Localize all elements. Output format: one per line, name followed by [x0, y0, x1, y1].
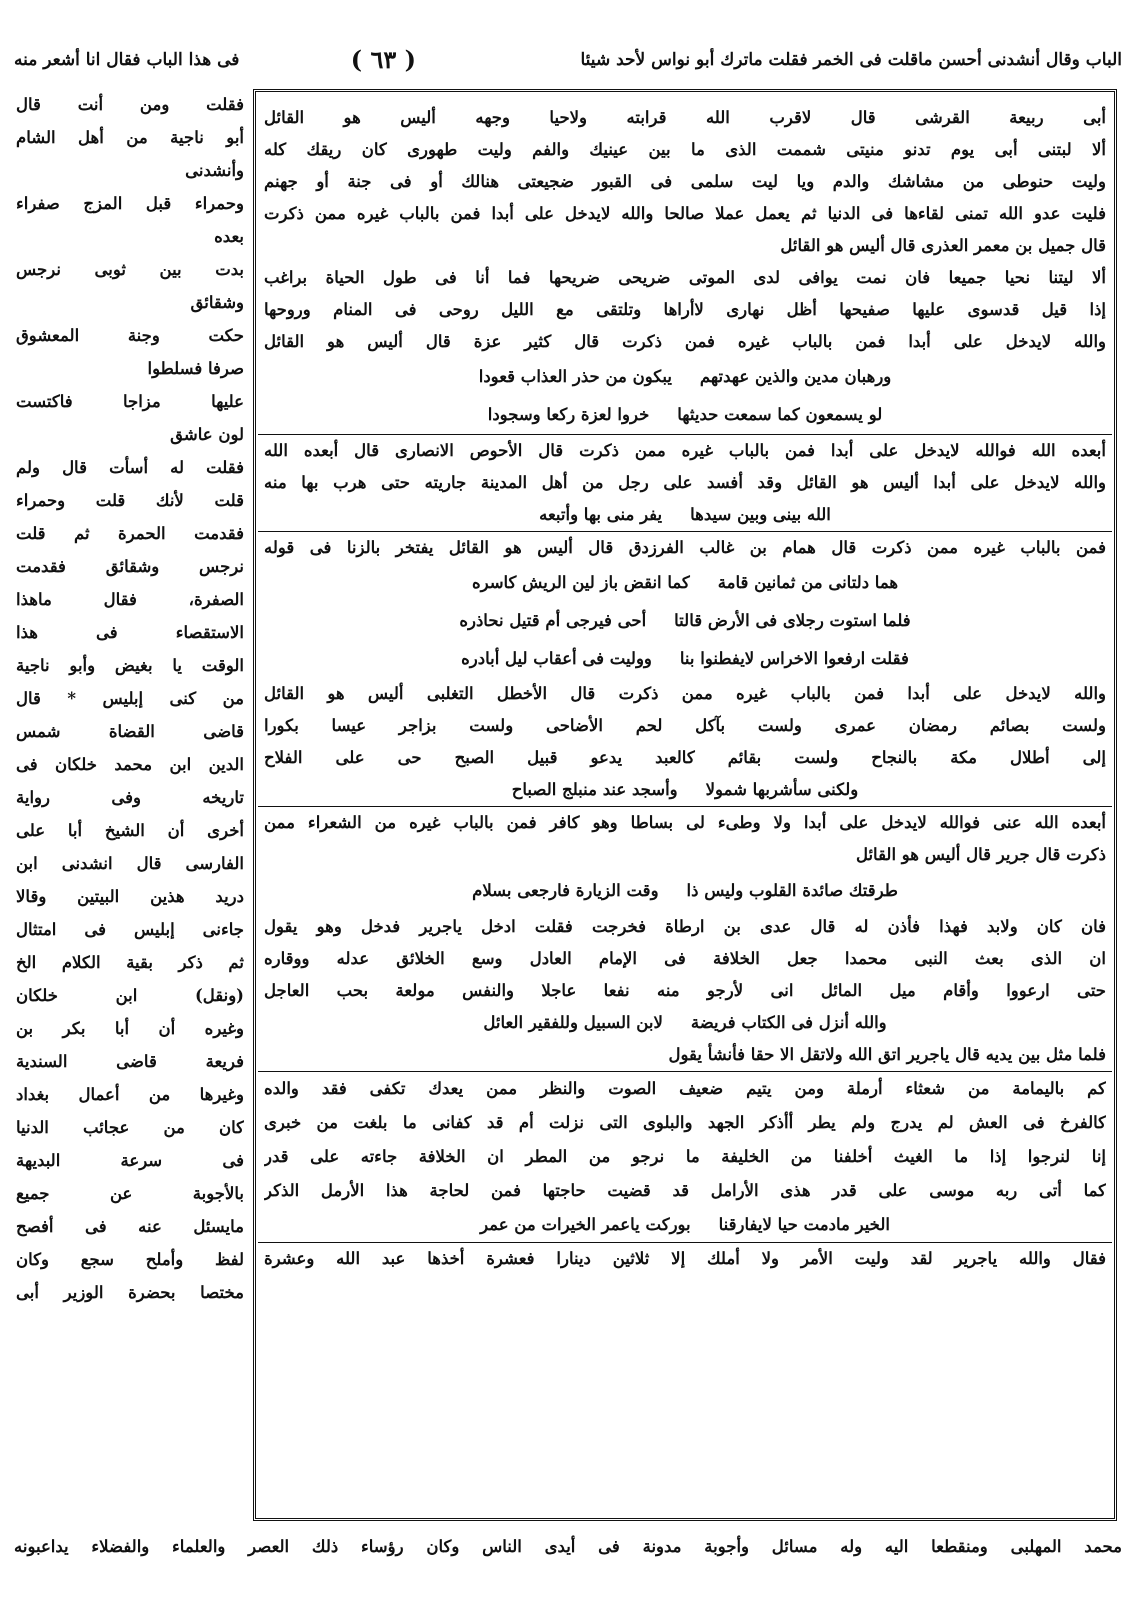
text-line: كم باليمامة من شعثاء أرملة ومن يتيم ضعيف الصوت والنظر ممن يعدك تكفى فقد والده — [264, 1079, 1106, 1098]
verse-line — [264, 640, 1106, 678]
margin-line: أخرى أن الشيخ أبا على — [16, 821, 244, 840]
margin-line: الصفرة، فقال ماهذا — [16, 590, 244, 609]
margin-line: دريد هذين البيتين وقالا — [16, 887, 244, 906]
verse-hemistich: يبكون من حذر العذاب قعودا — [478, 367, 672, 386]
verse-hemistich: أحى فيرجى أم قتيل نحاذره — [459, 611, 647, 630]
margin-commentary-column — [16, 88, 244, 1309]
verse-hemistich: ووليت فى أعقاب ليل أبادره — [461, 649, 652, 668]
margin-line: فى سرعة البديهة — [16, 1151, 244, 1170]
verse-hemistich: ولكنى سأشربها شمولا — [705, 780, 859, 799]
margin-line: أبو ناجية من أهل الشام — [16, 128, 244, 147]
verse-line — [264, 602, 1106, 640]
text-line: فقال والله ياجرير لقد وليت الأمر ولا أملك إلا ثلاثين دينارا فعشرة أخذها عبد الله وعشرة — [264, 1249, 1106, 1268]
poem-kuthayyir — [264, 358, 1106, 434]
verse-hemistich: يفر منى بها وأتبعه — [539, 505, 663, 524]
verse-hemistich: وقت الزيارة فارجعى بسلام — [472, 881, 659, 900]
margin-line: فقلت ومن أنت قال — [16, 95, 244, 114]
verse-line — [264, 396, 1106, 434]
verse-line — [264, 774, 1106, 806]
verse-hemistich: لابن السبيل وللفقير العائل — [483, 1013, 663, 1032]
verse-hemistich: بوركت ياعمر الخيرات من عمر — [480, 1215, 691, 1234]
text-line: أبعده الله فوالله لايدخل على أبدا فمن بالباب غيره ممن ذكرت قال الأحوص الانصارى قال أبعده الله — [264, 441, 1106, 460]
margin-line: بالأجوبة عن جميع — [16, 1184, 244, 1203]
text-line: ولست بصائم رمضان عمرى ولست بآكل لحم الأضاحى ولست بزاجر عيسا بكورا — [264, 716, 1106, 735]
margin-line: الوقت يا بغيض وأبو ناجية — [16, 656, 244, 675]
margin-line: وشقائق — [190, 293, 244, 312]
text-line: إلى أطلال مكة بالنجاح ولست بقائم كالعبد يدعو قبيل الصبح حى على الفلاح — [264, 748, 1106, 767]
text-line: حتى ارعووا وأقام ميل المائل انى لأرجو منه نفعا عاجلا والنفس مولعة بحب العاجل — [264, 981, 1106, 1000]
header-left-text: فى هذا الباب فقال انا أشعر منه — [14, 50, 240, 70]
margin-line: كان من عجائب الدنيا — [16, 1118, 244, 1137]
margin-line: وأنشدنى — [185, 161, 244, 180]
text-line: ان الذى بعث النبى محمدا جعل الخلافة فى الإمام العادل وسع الخلائق عدله ووقاره — [264, 949, 1106, 968]
margin-line: لون عاشق — [170, 425, 244, 444]
footer-line: محمد المهلبى ومنقطعا اليه وله مسائل وأجوبة مدونة فى أيدى الناس وكان رؤساء ذلك العصر والعلماء والفضلاء يداعبونه — [14, 1537, 1122, 1556]
text-line: فان كان ولابد فهذا فأذن له قال عدى بن ارطاة فخرجت فقلت ادخل ياجرير فدخل وهو يقول — [264, 917, 1106, 936]
text-line: كما أتى ربه موسى على قدر هذى الأرامل قد قضيت حاجتها فمن لحاجة هذا الأرمل الذكر — [264, 1181, 1106, 1200]
margin-line: الاستقصاء فى هذا — [16, 623, 244, 642]
margin-line: وحمراء قبل المزج صفراء — [16, 194, 244, 213]
margin-line: تاريخه وفى رواية — [16, 788, 244, 807]
text-line: والله لايدخل على أبدا فمن بالباب غيره فمن ذكرت قال كثير عزة قال أليس هو القائل — [264, 332, 1106, 351]
text-line: والله لايدخل على أبدا فمن بالباب غيره ممن ذكرت قال الأخطل التغلبى أليس هو القائل — [264, 684, 1106, 703]
text-line: أبى ربيعة القرشى قال لاقرب الله قرابته ولاحيا وجهه أليس هو القائل — [264, 108, 1106, 127]
margin-line: فقدمت الحمرة ثم قلت — [16, 524, 244, 543]
verse-line — [264, 1208, 1106, 1242]
verse-hemistich: لو يسمعون كما سمعت حديثها — [677, 405, 883, 424]
header-right-text: الباب وقال أنشدنى أحسن ماقلت فى الخمر فقلت ماترك أبو نواس لأحد شيئا — [580, 50, 1122, 70]
margin-line: لفظ وأملح سجع وكان — [16, 1250, 244, 1269]
margin-line: وغيرها من أعمال بغداد — [16, 1085, 244, 1104]
margin-line: ثم ذكر بقية الكلام الخ — [16, 953, 244, 972]
verse-line — [264, 499, 1106, 531]
verse-hemistich: كما انقض باز لين الريش كاسره — [471, 573, 690, 592]
margin-line: الدين ابن محمد خلكان فى — [16, 755, 244, 774]
text-line: فليت عدو الله تمنى لقاءها فى الدنيا ثم يعمل عملا صالحا والله لايدخل على أبدا فمن بالباب غيره ممن ذكرت — [264, 204, 1106, 223]
verse-hemistich: هما دلتانى من ثمانين قامة — [717, 573, 899, 592]
page-number: ( ٦٣ ) — [350, 45, 416, 74]
margin-line: قاضى القضاة شمس — [16, 722, 244, 741]
text-line: أبعده الله عنى فوالله لايدخل على أبدا ولا وطىء لى بساطا وهو كافر فمن بالباب غيره من الشعراء ممن — [264, 813, 1106, 832]
margin-line: قلت لأنك قلت وحمراء — [16, 491, 244, 510]
text-line: إنا لنرجوا إذا ما الغيث أخلفنا من الخليفة ما نرجو من المطر ان الخلافة جاءته على قدر — [264, 1147, 1106, 1166]
main-text-column — [264, 102, 1106, 1275]
margin-line: بعده — [214, 227, 244, 246]
margin-line: فريعة قاضى السندية — [16, 1052, 244, 1071]
verse-line — [264, 564, 1106, 602]
text-line: فمن بالباب غيره ممن ذكرت قال همام بن غالب الفرزدق قال أليس هو القائل يفتخر بالزنا فى قوله — [264, 538, 1106, 557]
text-line: إذا قيل قدسوى عليها صفيحها أظل نهارى لاأراها وتلتقى مع الليل روحى فى المنام وروحها — [264, 300, 1106, 319]
verse-hemistich: الله بينى وبين سيدها — [690, 505, 831, 524]
verse-line — [264, 358, 1106, 396]
margin-line: الفارسى قال انشدنى ابن — [16, 854, 244, 873]
verse-hemistich: فقلت ارفعوا الاخراس لايفطنوا بنا — [679, 649, 909, 668]
margin-line: صرفا فسلطوا — [147, 359, 244, 378]
margin-line: من كنى إبليس * قال — [16, 689, 244, 708]
margin-line: فقلت له أسأت قال ولم — [16, 458, 244, 477]
margin-line: مايسئل عنه فى أفصح — [16, 1217, 244, 1236]
margin-line: جاءنى إبليس فى امتثال — [16, 920, 244, 939]
margin-line: بدت بين ثوبى نرجس — [16, 260, 244, 279]
verse-hemistich: خروا لعزة ركعا وسجودا — [487, 405, 650, 424]
margin-line: حكت وجنة المعشوق — [16, 326, 244, 345]
verse-hemistich: والله أنزل فى الكتاب فريضة — [690, 1013, 887, 1032]
poem-jarir — [264, 1072, 1106, 1242]
text-line: والله لايدخل على أبدا أليس هو القائل وقد أفسد على رجل من أهل المدينة جاريته حتى هرب بها منه — [264, 473, 1106, 492]
text-line: ذكرت قال جرير قال أليس هو القائل — [855, 845, 1106, 864]
verse-line — [264, 871, 1106, 911]
verse-hemistich: الخير مادمت حيا لايفارقنا — [718, 1215, 890, 1234]
margin-line: عليها مزاجا فاكتست — [16, 392, 244, 411]
margin-line: نرجس وشقائق فقدمت — [16, 557, 244, 576]
verse-hemistich: فلما استوت رجلاى فى الأرض قالتا — [674, 611, 911, 630]
margin-line: وغيره أن أبا بكر بن — [16, 1019, 244, 1038]
verse-hemistich: طرقتك صائدة القلوب وليس ذا — [686, 881, 898, 900]
text-line: فلما مثل بين يديه قال ياجرير اتق الله ولاتقل الا حقا فأنشأ يقول — [668, 1045, 1106, 1064]
text-line: وليت حنوطى من مشاشك والدم ويا ليت سلمى فى القبور ضجيعتى هنالك أو فى جنة أو جهنم — [264, 172, 1106, 191]
margin-line: (ونقل) ابن خلكان — [16, 986, 244, 1005]
verse-line — [264, 1007, 1106, 1039]
verse-hemistich: ورهبان مدين والذين عهدتهم — [699, 367, 892, 386]
verse-hemistich: وأسجد عند منبلج الصباح — [511, 780, 678, 799]
text-line: ألا لبتنى أبى يوم تدنو منيتى شممت الذى ما بين عينيك والفم وليت طهورى كان ريقك كله — [264, 140, 1106, 159]
margin-line: مختصا بحضرة الوزير أبى — [16, 1283, 244, 1302]
poem-farazdaq — [264, 564, 1106, 678]
text-line: كالفرخ فى العش لم يدرج ولم يطر أأذكر الجهد والبلوى التى نزلت أم قد كفانى ما بلغت من خبرى — [264, 1113, 1106, 1132]
text-line: قال جميل بن معمر العذرى قال أليس هو القائل — [780, 236, 1106, 255]
text-line: ألا ليتنا نحيا جميعا فان نمت يوافى لدى الموتى ضريحى ضريحها فما أنا فى طول الحياة براغب — [264, 268, 1106, 287]
page-header — [14, 44, 1122, 84]
